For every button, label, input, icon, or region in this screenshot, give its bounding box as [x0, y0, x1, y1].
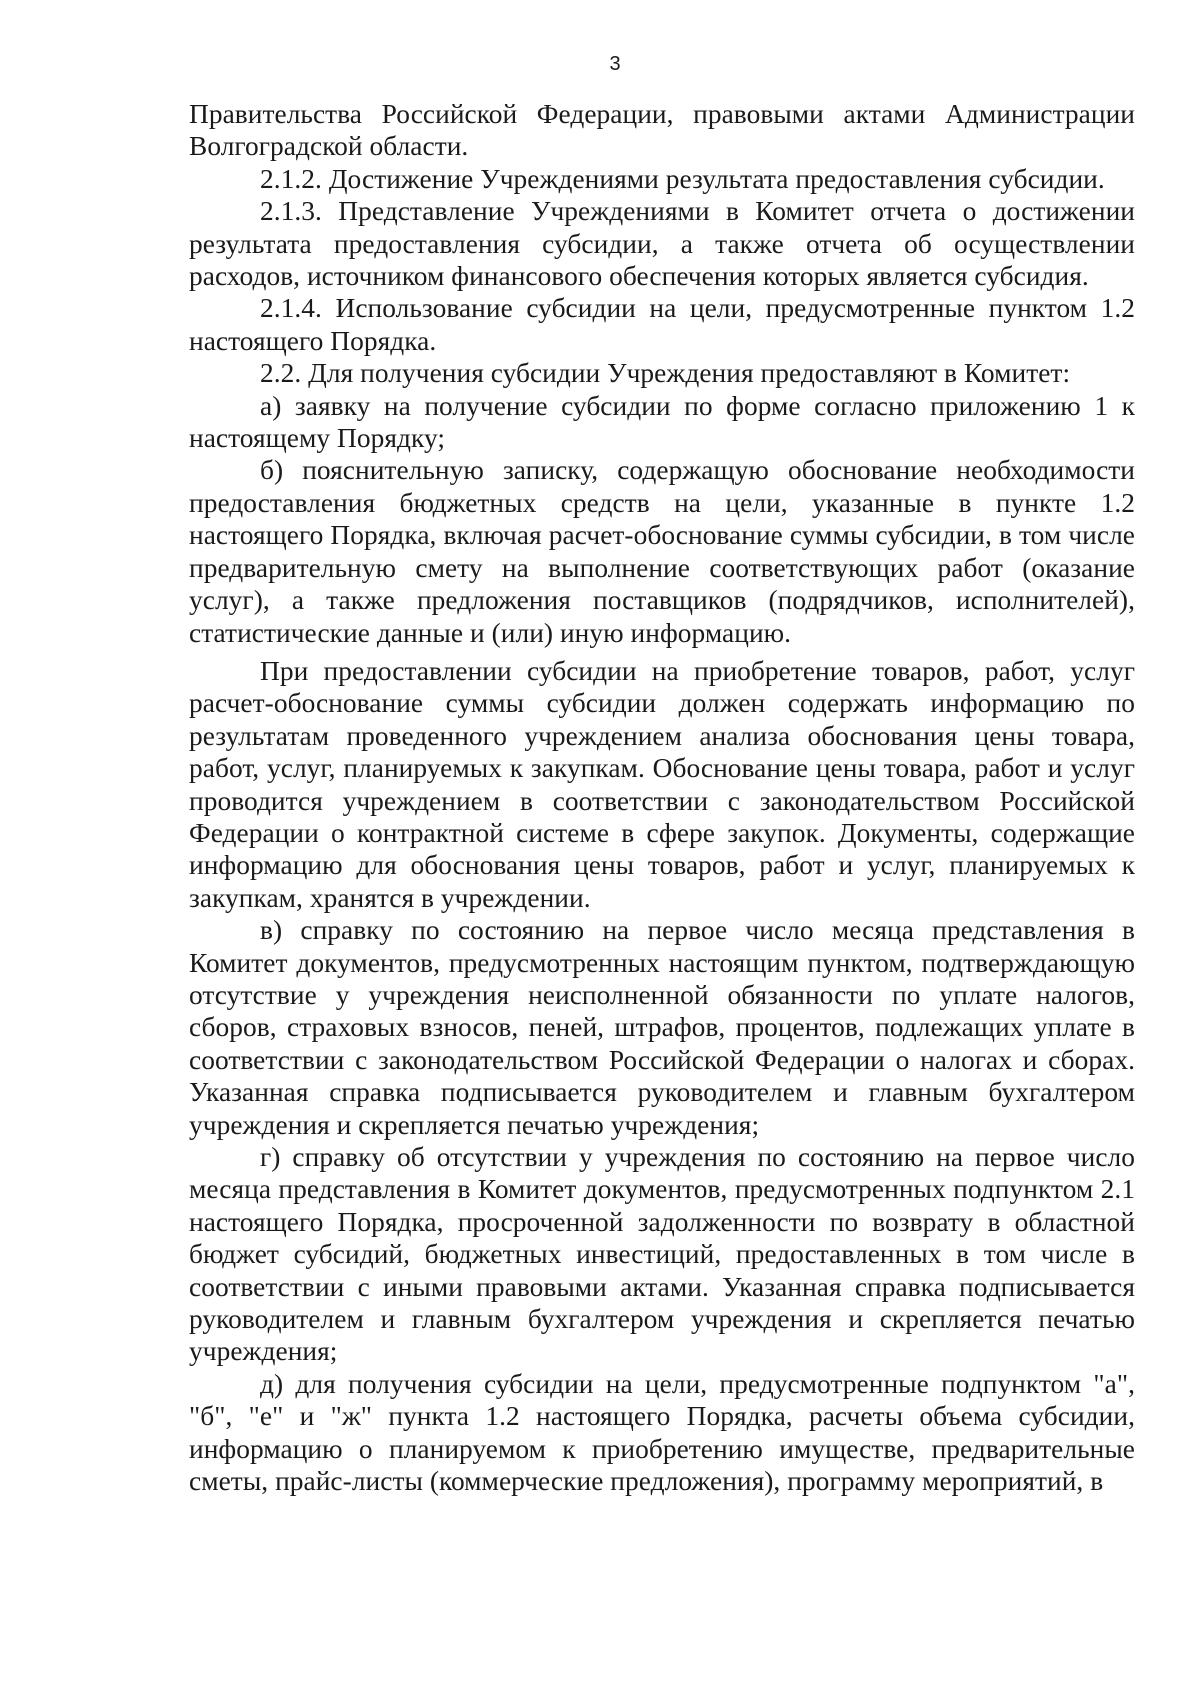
paragraph-2-1-3: 2.1.3. Представление Учреждениями в Комитет отчета о достижении результата предоставления субсидии, а также отчета об осуществлении расходов, источником финансового обеспечения которых является субсидия. [189, 196, 1135, 292]
paragraph-item-a: а) заявку на получение субсидии по форме согласно приложению 1 к настоящему Порядку; [189, 390, 1135, 454]
paragraph-item-d: д) для получения субсидии на цели, предусмотренные подпунктом "а", "б", "е" и "ж" пункта 1.2 настоящего Порядка, расчеты объема субсидии, информацию о планируемом к приобретению имуществе, предварительные сметы, прайс-листы (коммерческие предложения), программу мероприятий, в [189, 1368, 1135, 1497]
page-number: 3 [609, 53, 621, 75]
paragraph-2-1-2: 2.1.2. Достижение Учреждениями результата предоставления субсидии. [260, 163, 1105, 194]
paragraph-continuation: Правительства Российской Федерации, правовыми актами Администрации Волгоградской области. [189, 99, 1135, 162]
paragraph-item-v: в) справку по состоянию на первое число месяца представления в Комитет документов, предусмотренных настоящим пунктом, подтверждающую отсутствие у учреждения неисполненной обязанности по уплате налогов, сборов, страховых взносов, пеней, штрафов, процентов, подлежащих уплате в соответствии с законодательством Российской Федерации о налогах и сборах. Указанная справка подписывается руководителем и главным бухгалтером учреждения и скрепляется печатью учреждения; [189, 915, 1135, 1140]
document-body [189, 98, 1135, 1497]
paragraph-pricing-justification: При предоставлении субсидии на приобретение товаров, работ, услуг расчет-обоснование суммы субсидии должен содержать информацию по результатам проведенного учреждением анализа обоснования цены товара, работ, услуг, планируемых к закупкам. Обоснование цены товара, работ и услуг проводится учреждением в соответствии с законодательством Российской Федерации о контрактной системе в сфере закупок. Документы, содержащие информацию для обоснования цены товаров, работ и услуг, планируемых к закупкам, хранятся в учреждении. [189, 655, 1135, 913]
paragraph-2-2: 2.2. Для получения субсидии Учреждения предоставляют в Комитет: [260, 358, 1071, 389]
paragraph-item-g: г) справку об отсутствии у учреждения по состоянию на первое число месяца представления в Комитет документов, предусмотренных подпунктом 2.1 настоящего Порядка, просроченной задолженности по возврату в областной бюджет субсидий, бюджетных инвестиций, предоставленных в том числе в соответствии с иными правовыми актами. Указанная справка подписывается руководителем и главным бухгалтером учреждения и скрепляется печатью учреждения; [189, 1142, 1135, 1367]
paragraph-2-1-4: 2.1.4. Использование субсидии на цели, предусмотренные пунктом 1.2 настоящего Порядка. [189, 293, 1135, 356]
paragraph-item-b: б) пояснительную записку, содержащую обоснование необходимости предоставления бюджетных средств на цели, указанные в пункте 1.2 настоящего Порядка, включая расчет-обоснование суммы субсидии, в том числе предварительную смету на выполнение соответствующих работ (оказание услуг), а также предложения поставщиков (подрядчиков, исполнителей), статистические данные и (или) иную информацию. [189, 455, 1135, 648]
